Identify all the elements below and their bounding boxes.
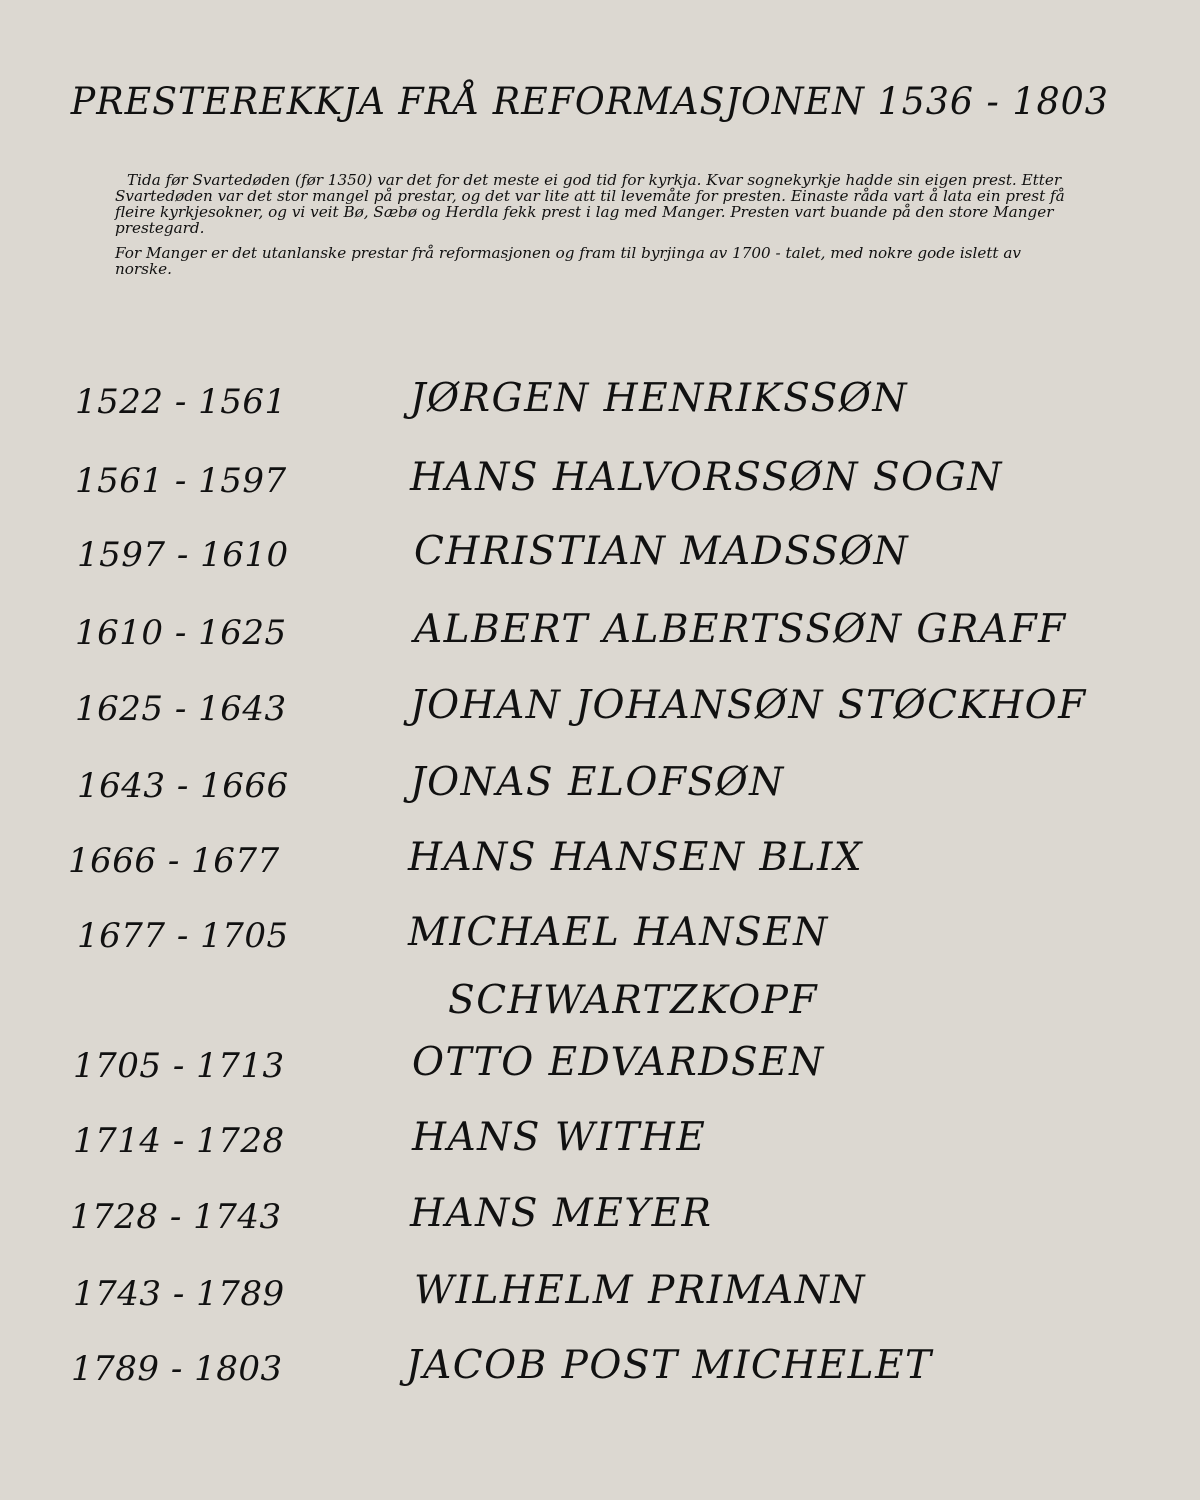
priest-years: 1743 - 1789 [73, 1274, 285, 1314]
priest-name: JOHAN JOHANSØN STØCKHOF [410, 683, 1087, 728]
priest-name: JONAS ELOFSØN [410, 760, 785, 805]
priest-row [0, 1343, 1200, 1409]
priest-name: HANS HANSEN BLIX [408, 835, 864, 880]
priest-name: JØRGEN HENRIKSSØN [410, 376, 908, 421]
intro-paragraph-1: Tida før Svartedøden (før 1350) var det for det meste ei god tid for kyrkja. Kvar sognekyrkje hadde sin eigen prest. Etter Svartedøden var det stor mangel på prestar, og det var lite att til levemåte for presten. Einaste råda vart å lata ein prest få fleire kyrkjesokner, og vi veit Bø, Sæbø og Herdla fekk prest i lag med Manger. Presten vart buande på den store Manger prestegard. [115, 171, 1065, 237]
priest-row [0, 760, 1200, 826]
priest-row [0, 835, 1200, 901]
priest-name-line2: SCHWARTZKOPF [448, 978, 819, 1023]
priest-name: HANS HALVORSSØN SOGN [410, 455, 1003, 500]
priest-name: OTTO EDVARDSEN [412, 1040, 825, 1085]
priest-years: 1705 - 1713 [73, 1046, 285, 1086]
intro-text [115, 172, 1080, 286]
priest-row [0, 376, 1200, 442]
priest-years: 1522 - 1561 [75, 382, 287, 422]
priest-name: HANS MEYER [410, 1191, 713, 1236]
priest-row [0, 1191, 1200, 1257]
priest-name: ALBERT ALBERTSSØN GRAFF [414, 607, 1067, 652]
priest-row [0, 607, 1200, 673]
priest-name: HANS WITHE [412, 1115, 707, 1160]
priest-row [0, 1115, 1200, 1181]
priest-row [0, 683, 1200, 749]
priest-years: 1625 - 1643 [75, 689, 287, 729]
priest-row [0, 455, 1200, 521]
intro-paragraph-2: For Manger er det utanlanske prestar frå reformasjonen og fram til byrjinga av 1700 - talet, med nokre gode islett av norske. [115, 244, 1021, 278]
priest-years: 1677 - 1705 [77, 916, 289, 956]
priest-name: WILHELM PRIMANN [414, 1268, 866, 1313]
priest-row [0, 1040, 1200, 1106]
priest-years: 1666 - 1677 [68, 841, 280, 881]
priest-name: JACOB POST MICHELET [406, 1343, 933, 1388]
priest-name: MICHAEL HANSEN [408, 910, 829, 955]
priest-years: 1728 - 1743 [70, 1197, 282, 1237]
priest-years: 1610 - 1625 [75, 613, 287, 653]
priest-years: 1597 - 1610 [77, 535, 289, 575]
priest-years: 1561 - 1597 [75, 461, 287, 501]
priest-row [0, 910, 1200, 1036]
priest-years: 1714 - 1728 [73, 1121, 285, 1161]
priest-row [0, 1268, 1200, 1334]
priest-years: 1643 - 1666 [77, 766, 289, 806]
page-title: PRESTEREKKJA FRÅ REFORMASJONEN 1536 - 1803 [70, 80, 1109, 123]
priest-years: 1789 - 1803 [71, 1349, 283, 1389]
priest-row [0, 529, 1200, 595]
priest-name: CHRISTIAN MADSSØN [414, 529, 910, 574]
